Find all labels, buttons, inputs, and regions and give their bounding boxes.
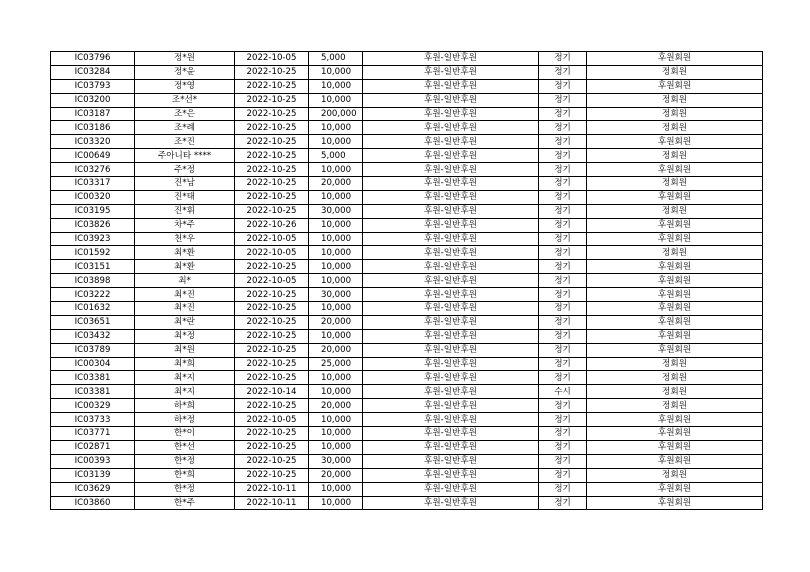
donation-amount-cell: 10,000 [309, 93, 363, 107]
donation-amount-cell: 30,000 [309, 288, 363, 302]
table-body [51, 52, 763, 510]
donation-type-cell: 후원-일반후원 [363, 232, 539, 246]
donation-date-cell: 2022-10-25 [235, 343, 309, 357]
donation-date-cell: 2022-10-05 [235, 274, 309, 288]
member-grade-cell: 후원회원 [587, 52, 763, 66]
donor-name-cell: 조*은 [135, 107, 235, 121]
donor-id-cell: IC03860 [51, 496, 135, 510]
donation-type-cell: 후원-일반후원 [363, 371, 539, 385]
donation-frequency-cell: 정기 [539, 218, 587, 232]
donation-date-cell: 2022-10-05 [235, 246, 309, 260]
table-row [51, 177, 763, 191]
donation-amount-cell: 20,000 [309, 399, 363, 413]
donation-amount-cell: 10,000 [309, 302, 363, 316]
donation-amount-cell: 10,000 [309, 232, 363, 246]
donor-id-cell: IC03898 [51, 274, 135, 288]
member-grade-cell: 정회원 [587, 149, 763, 163]
donation-frequency-cell: 정기 [539, 413, 587, 427]
table-row [51, 246, 763, 260]
member-grade-cell: 정회원 [587, 204, 763, 218]
donation-type-cell: 후원-일반후원 [363, 496, 539, 510]
member-grade-cell: 정회원 [587, 399, 763, 413]
donation-date-cell: 2022-10-25 [235, 79, 309, 93]
donation-date-cell: 2022-10-05 [235, 232, 309, 246]
donor-id-cell: IC03796 [51, 52, 135, 66]
donation-frequency-cell: 정기 [539, 343, 587, 357]
member-grade-cell: 정회원 [587, 177, 763, 191]
donation-date-cell: 2022-10-25 [235, 371, 309, 385]
donation-frequency-cell: 정기 [539, 107, 587, 121]
donor-id-cell: IC00304 [51, 357, 135, 371]
donation-type-cell: 후원-일반후원 [363, 399, 539, 413]
donation-frequency-cell: 정기 [539, 468, 587, 482]
donation-frequency-cell: 정기 [539, 246, 587, 260]
donation-date-cell: 2022-10-25 [235, 399, 309, 413]
donation-amount-cell: 10,000 [309, 246, 363, 260]
donor-id-cell: IC00320 [51, 190, 135, 204]
member-grade-cell: 정회원 [587, 357, 763, 371]
donation-frequency-cell: 정기 [539, 274, 587, 288]
donor-id-cell: IC03187 [51, 107, 135, 121]
donation-date-cell: 2022-10-14 [235, 385, 309, 399]
donation-type-cell: 후원-일반후원 [363, 315, 539, 329]
table-row [51, 121, 763, 135]
table-row [51, 204, 763, 218]
donation-date-cell: 2022-10-25 [235, 149, 309, 163]
member-grade-cell: 후원회원 [587, 315, 763, 329]
donor-name-cell: 한*정 [135, 482, 235, 496]
donation-amount-cell: 10,000 [309, 79, 363, 93]
donation-frequency-cell: 정기 [539, 440, 587, 454]
donation-date-cell: 2022-10-25 [235, 135, 309, 149]
donor-name-cell: 하*정 [135, 413, 235, 427]
member-grade-cell: 후원회원 [587, 163, 763, 177]
donor-name-cell: 최*지 [135, 385, 235, 399]
donation-type-cell: 후원-일반후원 [363, 79, 539, 93]
donation-amount-cell: 10,000 [309, 190, 363, 204]
donation-frequency-cell: 정기 [539, 427, 587, 441]
donor-id-cell: IC03789 [51, 343, 135, 357]
member-grade-cell: 후원회원 [587, 343, 763, 357]
table-row [51, 93, 763, 107]
donation-type-cell: 후원-일반후원 [363, 163, 539, 177]
member-grade-cell: 후원회원 [587, 274, 763, 288]
table-row [51, 329, 763, 343]
donation-frequency-cell: 정기 [539, 204, 587, 218]
donor-name-cell: 한*정 [135, 454, 235, 468]
donation-type-cell: 후원-일반후원 [363, 107, 539, 121]
donation-amount-cell: 30,000 [309, 454, 363, 468]
donation-type-cell: 후원-일반후원 [363, 329, 539, 343]
donation-frequency-cell: 정기 [539, 177, 587, 191]
donation-amount-cell: 10,000 [309, 260, 363, 274]
donor-id-cell: IC03139 [51, 468, 135, 482]
donation-date-cell: 2022-10-25 [235, 288, 309, 302]
donor-name-cell: 한*선 [135, 440, 235, 454]
donation-date-cell: 2022-10-25 [235, 204, 309, 218]
donation-type-cell: 후원-일반후원 [363, 427, 539, 441]
table-row [51, 343, 763, 357]
donation-date-cell: 2022-10-25 [235, 315, 309, 329]
donor-id-cell: IC03284 [51, 65, 135, 79]
member-grade-cell: 후원회원 [587, 454, 763, 468]
donor-name-cell: 정*윤 [135, 65, 235, 79]
donor-id-cell: IC03381 [51, 385, 135, 399]
donation-date-cell: 2022-10-25 [235, 454, 309, 468]
donation-frequency-cell: 정기 [539, 496, 587, 510]
donation-frequency-cell: 정기 [539, 93, 587, 107]
member-grade-cell: 후원회원 [587, 413, 763, 427]
donation-amount-cell: 200,000 [309, 107, 363, 121]
donor-id-cell: IC01632 [51, 302, 135, 316]
table-row [51, 468, 763, 482]
table-row [51, 357, 763, 371]
donation-date-cell: 2022-10-11 [235, 496, 309, 510]
donation-amount-cell: 10,000 [309, 135, 363, 149]
member-grade-cell: 후원회원 [587, 79, 763, 93]
member-grade-cell: 후원회원 [587, 135, 763, 149]
donation-type-cell: 후원-일반후원 [363, 260, 539, 274]
table-row [51, 440, 763, 454]
donation-date-cell: 2022-10-25 [235, 440, 309, 454]
donation-type-cell: 후원-일반후원 [363, 204, 539, 218]
donor-id-cell: IC03923 [51, 232, 135, 246]
donor-id-cell: IC03200 [51, 93, 135, 107]
table-row [51, 288, 763, 302]
donor-id-cell: IC03195 [51, 204, 135, 218]
donor-id-cell: IC03651 [51, 315, 135, 329]
donation-amount-cell: 10,000 [309, 496, 363, 510]
donation-type-cell: 후원-일반후원 [363, 52, 539, 66]
donor-name-cell: 정*영 [135, 79, 235, 93]
donation-amount-cell: 5,000 [309, 149, 363, 163]
donation-amount-cell: 10,000 [309, 65, 363, 79]
donor-id-cell: IC03222 [51, 288, 135, 302]
donation-date-cell: 2022-10-25 [235, 121, 309, 135]
donation-date-cell: 2022-10-25 [235, 107, 309, 121]
donor-name-cell: 진*휘 [135, 204, 235, 218]
member-grade-cell: 후원회원 [587, 302, 763, 316]
table-row [51, 302, 763, 316]
donation-frequency-cell: 정기 [539, 79, 587, 93]
donation-date-cell: 2022-10-11 [235, 482, 309, 496]
table-row [51, 454, 763, 468]
donor-id-cell: IC03276 [51, 163, 135, 177]
donation-date-cell: 2022-10-26 [235, 218, 309, 232]
table-row [51, 79, 763, 93]
table-row [51, 371, 763, 385]
donation-amount-cell: 20,000 [309, 177, 363, 191]
donor-id-cell: IC00329 [51, 399, 135, 413]
donation-type-cell: 후원-일반후원 [363, 190, 539, 204]
donor-id-cell: IC02871 [51, 440, 135, 454]
donation-date-cell: 2022-10-25 [235, 260, 309, 274]
donation-frequency-cell: 정기 [539, 65, 587, 79]
donation-type-cell: 후원-일반후원 [363, 288, 539, 302]
member-grade-cell: 후원회원 [587, 218, 763, 232]
member-grade-cell: 후원회원 [587, 440, 763, 454]
donor-id-cell: IC03320 [51, 135, 135, 149]
donation-frequency-cell: 정기 [539, 371, 587, 385]
donation-amount-cell: 10,000 [309, 121, 363, 135]
donation-frequency-cell: 정기 [539, 149, 587, 163]
donation-type-cell: 후원-일반후원 [363, 274, 539, 288]
member-grade-cell: 정회원 [587, 93, 763, 107]
donation-date-cell: 2022-10-25 [235, 427, 309, 441]
donation-frequency-cell: 정기 [539, 302, 587, 316]
donor-id-cell: IC00393 [51, 454, 135, 468]
donation-date-cell: 2022-10-25 [235, 357, 309, 371]
table-row [51, 65, 763, 79]
member-grade-cell: 정회원 [587, 371, 763, 385]
donation-table [50, 51, 763, 510]
donation-type-cell: 후원-일반후원 [363, 246, 539, 260]
donation-frequency-cell: 수시 [539, 385, 587, 399]
donation-amount-cell: 10,000 [309, 274, 363, 288]
donation-type-cell: 후원-일반후원 [363, 454, 539, 468]
donation-amount-cell: 10,000 [309, 385, 363, 399]
donor-name-cell: 한*이 [135, 427, 235, 441]
donation-date-cell: 2022-10-25 [235, 93, 309, 107]
table-row [51, 149, 763, 163]
donation-frequency-cell: 정기 [539, 288, 587, 302]
table-row [51, 385, 763, 399]
donation-frequency-cell: 정기 [539, 232, 587, 246]
donation-type-cell: 후원-일반후원 [363, 121, 539, 135]
donation-date-cell: 2022-10-25 [235, 468, 309, 482]
donor-id-cell: IC03317 [51, 177, 135, 191]
donor-id-cell: IC03432 [51, 329, 135, 343]
table-row [51, 274, 763, 288]
donation-date-cell: 2022-10-25 [235, 163, 309, 177]
donation-amount-cell: 20,000 [309, 315, 363, 329]
donor-name-cell: 천*우 [135, 232, 235, 246]
donor-name-cell: 하*희 [135, 399, 235, 413]
donation-frequency-cell: 정기 [539, 482, 587, 496]
donation-amount-cell: 10,000 [309, 218, 363, 232]
donor-id-cell: IC03381 [51, 371, 135, 385]
donor-name-cell: 조*진 [135, 135, 235, 149]
donation-amount-cell: 5,000 [309, 52, 363, 66]
donation-type-cell: 후원-일반후원 [363, 343, 539, 357]
donor-id-cell: IC03629 [51, 482, 135, 496]
donation-amount-cell: 10,000 [309, 329, 363, 343]
donation-frequency-cell: 정기 [539, 260, 587, 274]
donor-name-cell: 한*희 [135, 468, 235, 482]
donation-date-cell: 2022-10-25 [235, 190, 309, 204]
table-row [51, 413, 763, 427]
donation-type-cell: 후원-일반후원 [363, 93, 539, 107]
donation-type-cell: 후원-일반후원 [363, 149, 539, 163]
donation-type-cell: 후원-일반후원 [363, 135, 539, 149]
donor-id-cell: IC03733 [51, 413, 135, 427]
table-row [51, 52, 763, 66]
donation-frequency-cell: 정기 [539, 163, 587, 177]
donation-amount-cell: 10,000 [309, 371, 363, 385]
table-row [51, 218, 763, 232]
donor-name-cell: 진*태 [135, 190, 235, 204]
donor-name-cell: 최*환 [135, 246, 235, 260]
member-grade-cell: 후원회원 [587, 329, 763, 343]
donor-name-cell: 주아니타 **** [135, 149, 235, 163]
member-grade-cell: 후원회원 [587, 496, 763, 510]
member-grade-cell: 정회원 [587, 246, 763, 260]
table-row [51, 482, 763, 496]
donation-type-cell: 후원-일반후원 [363, 218, 539, 232]
donor-name-cell: 최*원 [135, 343, 235, 357]
donation-frequency-cell: 정기 [539, 121, 587, 135]
table-row [51, 163, 763, 177]
donor-name-cell: 최*진 [135, 302, 235, 316]
donation-type-cell: 후원-일반후원 [363, 302, 539, 316]
member-grade-cell: 정회원 [587, 121, 763, 135]
table-row [51, 135, 763, 149]
donation-date-cell: 2022-10-05 [235, 413, 309, 427]
donation-amount-cell: 30,000 [309, 204, 363, 218]
donor-name-cell: 조*선* [135, 93, 235, 107]
donor-id-cell: IC03826 [51, 218, 135, 232]
donation-frequency-cell: 정기 [539, 329, 587, 343]
donor-name-cell: 최*정 [135, 329, 235, 343]
table-row [51, 427, 763, 441]
member-grade-cell: 후원회원 [587, 288, 763, 302]
donation-amount-cell: 10,000 [309, 163, 363, 177]
donor-name-cell: 최*지 [135, 371, 235, 385]
member-grade-cell: 정회원 [587, 107, 763, 121]
donation-type-cell: 후원-일반후원 [363, 357, 539, 371]
donor-name-cell: 주*정 [135, 163, 235, 177]
donor-id-cell: IC03186 [51, 121, 135, 135]
donation-date-cell: 2022-10-05 [235, 52, 309, 66]
member-grade-cell: 정회원 [587, 65, 763, 79]
donor-name-cell: 한*주 [135, 496, 235, 510]
donation-amount-cell: 20,000 [309, 343, 363, 357]
donation-frequency-cell: 정기 [539, 454, 587, 468]
donation-frequency-cell: 정기 [539, 52, 587, 66]
donor-name-cell: 진*남 [135, 177, 235, 191]
donation-date-cell: 2022-10-25 [235, 65, 309, 79]
donation-type-cell: 후원-일반후원 [363, 385, 539, 399]
donor-id-cell: IC00649 [51, 149, 135, 163]
table-row [51, 190, 763, 204]
donor-id-cell: IC03793 [51, 79, 135, 93]
member-grade-cell: 후원회원 [587, 427, 763, 441]
donor-name-cell: 최*진 [135, 288, 235, 302]
donation-amount-cell: 10,000 [309, 440, 363, 454]
donor-id-cell: IC03771 [51, 427, 135, 441]
donor-name-cell: 최* [135, 274, 235, 288]
donation-type-cell: 후원-일반후원 [363, 482, 539, 496]
member-grade-cell: 후원회원 [587, 260, 763, 274]
member-grade-cell: 정회원 [587, 385, 763, 399]
donor-name-cell: 최*희 [135, 357, 235, 371]
donation-date-cell: 2022-10-25 [235, 177, 309, 191]
donation-frequency-cell: 정기 [539, 357, 587, 371]
donation-type-cell: 후원-일반후원 [363, 468, 539, 482]
donation-amount-cell: 10,000 [309, 427, 363, 441]
donor-name-cell: 정*원 [135, 52, 235, 66]
table-row [51, 315, 763, 329]
table-row [51, 232, 763, 246]
donation-frequency-cell: 정기 [539, 190, 587, 204]
donor-name-cell: 차*주 [135, 218, 235, 232]
table-row [51, 496, 763, 510]
donor-name-cell: 최*란 [135, 315, 235, 329]
donation-amount-cell: 10,000 [309, 482, 363, 496]
donation-amount-cell: 25,000 [309, 357, 363, 371]
donation-frequency-cell: 정기 [539, 135, 587, 149]
donation-amount-cell: 20,000 [309, 468, 363, 482]
donor-name-cell: 최*환 [135, 260, 235, 274]
table-row [51, 260, 763, 274]
table-row [51, 399, 763, 413]
donation-type-cell: 후원-일반후원 [363, 440, 539, 454]
member-grade-cell: 후원회원 [587, 232, 763, 246]
donation-date-cell: 2022-10-25 [235, 302, 309, 316]
donation-frequency-cell: 정기 [539, 315, 587, 329]
table-row [51, 107, 763, 121]
donation-type-cell: 후원-일반후원 [363, 177, 539, 191]
donation-type-cell: 후원-일반후원 [363, 65, 539, 79]
donation-date-cell: 2022-10-25 [235, 329, 309, 343]
donation-type-cell: 후원-일반후원 [363, 413, 539, 427]
donor-id-cell: IC01592 [51, 246, 135, 260]
donor-id-cell: IC03151 [51, 260, 135, 274]
donation-amount-cell: 10,000 [309, 413, 363, 427]
donation-frequency-cell: 정기 [539, 399, 587, 413]
member-grade-cell: 후원회원 [587, 482, 763, 496]
member-grade-cell: 후원회원 [587, 190, 763, 204]
donor-name-cell: 조*례 [135, 121, 235, 135]
member-grade-cell: 정회원 [587, 468, 763, 482]
